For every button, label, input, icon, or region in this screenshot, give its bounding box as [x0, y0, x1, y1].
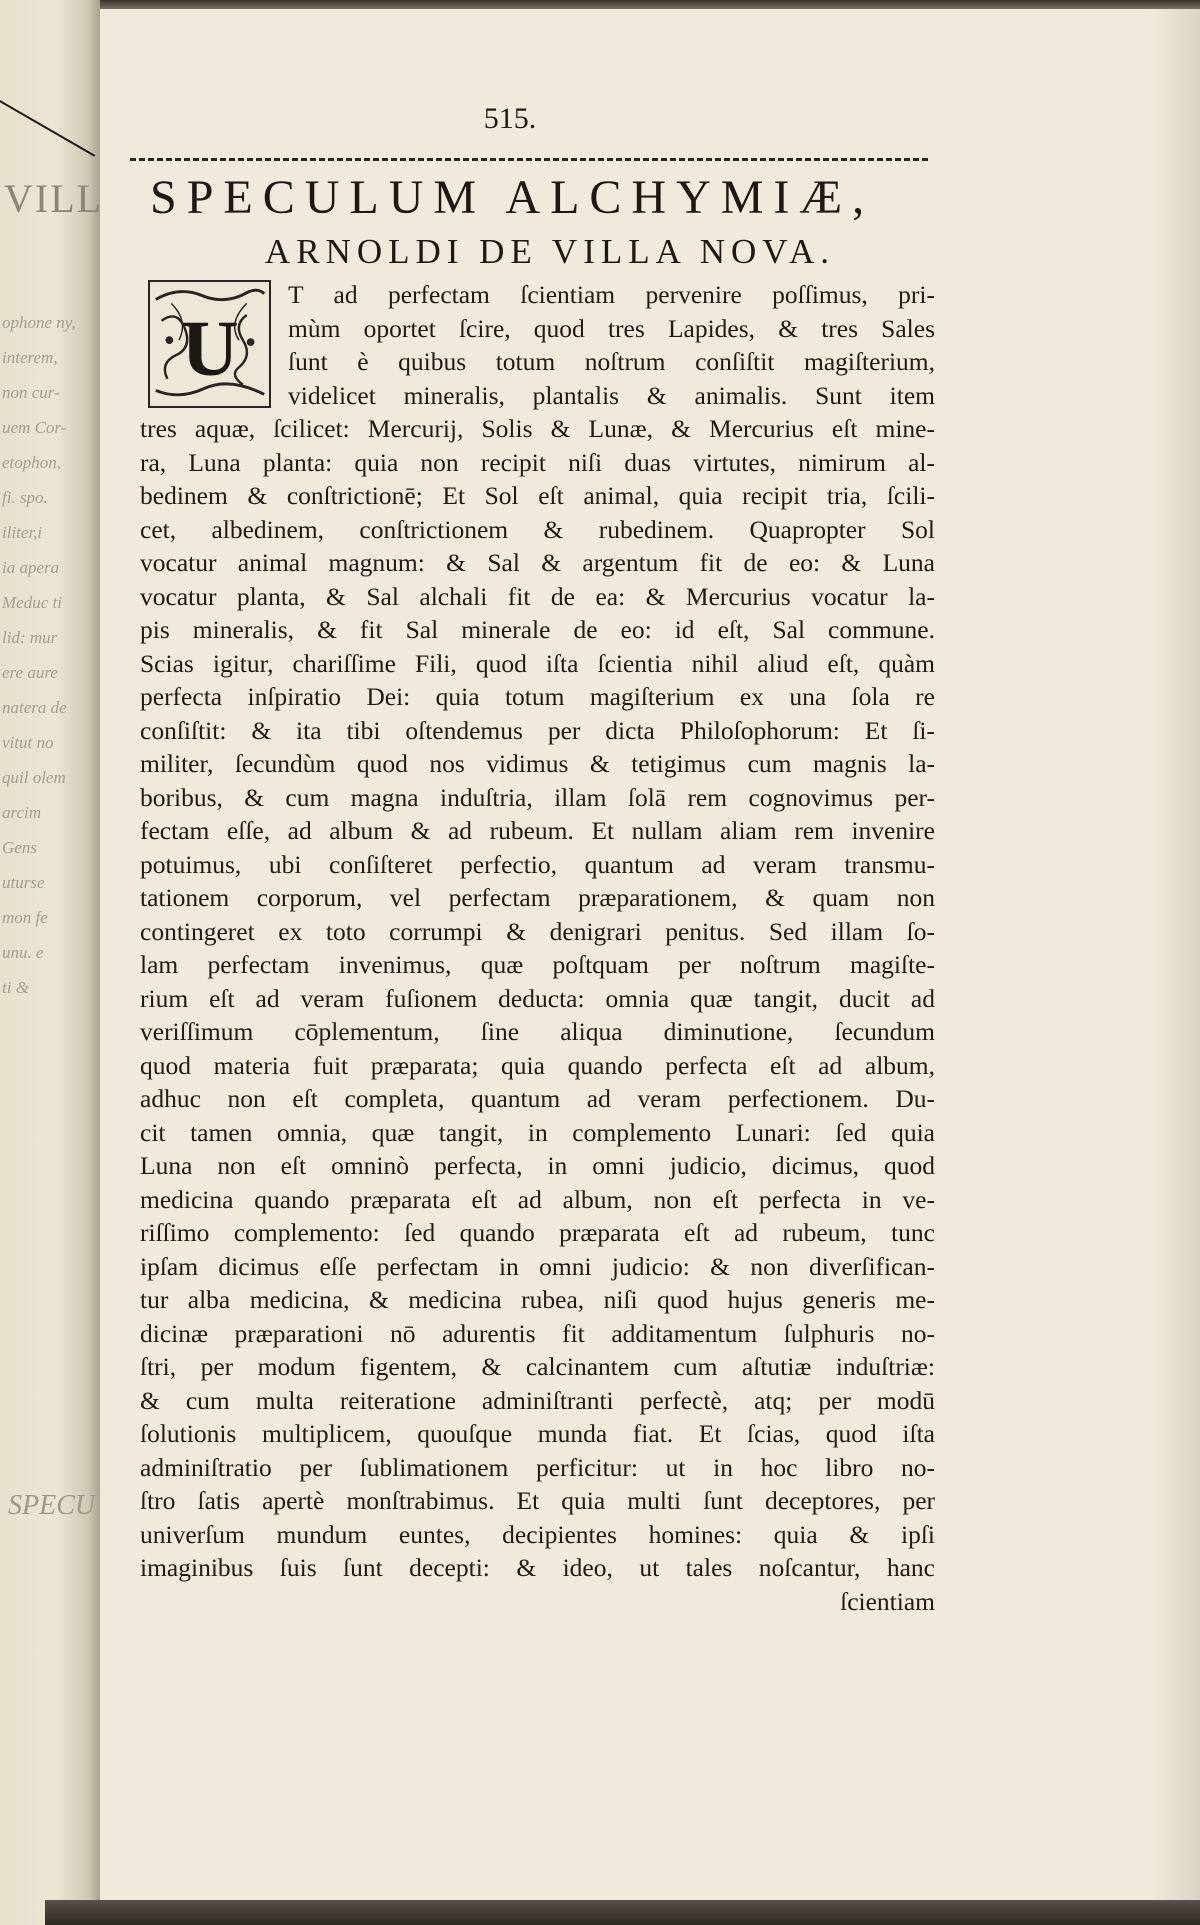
text-line: ra, Luna planta: quia non recipit niſi duas virtutes, nimirum al- — [140, 447, 935, 477]
text-line: veriſſimum cōplementum, ſine aliqua diminutione, ſecundum — [140, 1017, 935, 1046]
text-line: pis mineralis, & fit Sal minerale de eo: id eſt, Sal commune. — [140, 615, 935, 644]
text-line: potuimus, ubi conſiſteret perfectio, quantum ad veram transmu- — [140, 849, 935, 879]
left-page-bleed-through-text — [2, 305, 94, 1005]
left-page-text-line: iliter,i — [2, 523, 43, 542]
left-page-text-line: vitut no — [2, 733, 54, 752]
header-rule — [130, 158, 928, 161]
page-title: SPECULUM ALCHYMIÆ, — [150, 171, 875, 224]
text-line: univerſum mundum euntes, decipientes homines: quia & ipſi — [140, 1519, 935, 1549]
text-line: adhuc non eſt completa, quantum ad veram perfectionem. Du- — [140, 1084, 935, 1113]
page-subtitle: ARNOLDI DE VILLA NOVA. — [264, 232, 836, 271]
left-page-text-line: ophone ny, — [2, 313, 76, 332]
left-page-title-fragment: VILL — [4, 176, 104, 221]
text-line: cit tamen omnia, quæ tangit, in complemento Lunari: ſed quia — [140, 1117, 935, 1147]
left-page-catchword: SPECU — [8, 1490, 96, 1521]
text-line: contingeret ex toto corrumpi & denigrari penitus. Sed illam ſo- — [140, 916, 935, 946]
left-page-text-line: uturse — [2, 873, 45, 892]
catchword: ſcientiam — [840, 1586, 935, 1616]
text-line: Luna non eſt omninò perfecta, in omni judicio, dicimus, quod — [140, 1151, 935, 1180]
text-line: videlicet mineralis, plantalis & animalis. Sunt item — [288, 380, 935, 410]
left-page-text-line: interem, — [2, 348, 58, 367]
text-line: vocatur animal magnum: & Sal & argentum fit de eo: & Luna — [140, 548, 935, 577]
text-line: tres aquæ, ſcilicet: Mercurij, Solis & Lunæ, & Mercurius eſt mine- — [140, 414, 935, 443]
text-line: dicinæ præparationi nō adurentis fit additamentum ſulphuris no- — [140, 1318, 935, 1348]
drop-cap-letter: U — [181, 304, 239, 393]
bottom-page-edge — [45, 1900, 1200, 1925]
text-line: T ad perfectam ſcientiam pervenire poſſimus, pri- — [288, 280, 935, 309]
text-line: & cum multa reiteratione adminiſtranti perfectè, atq; per modū — [140, 1385, 935, 1415]
text-line: riſſimo complemento: ſed quando præparata eſt ad rubeum, tunc — [140, 1218, 935, 1247]
text-line: mùm oportet ſcire, quod tres Lapides, & tres Sales — [288, 313, 935, 343]
text-line: perfecta inſpiratio Dei: quia totum magiſterium ex una ſola re — [140, 682, 935, 711]
left-page-text-line: mon fe — [2, 908, 48, 927]
text-line: tationem corporum, vel perfectam præparationem, & quam non — [140, 883, 935, 912]
text-line: lam perfectam invenimus, quæ poſtquam per noſtrum magiſte- — [140, 950, 935, 979]
left-page-text-line: Gens — [2, 838, 37, 857]
left-page-text-line: ia apera — [2, 558, 60, 577]
text-line: ipſam dicimus eſſe perfectam in omni judicio: & non diverſifican- — [140, 1251, 935, 1281]
left-page-text-line: lid: mur — [2, 628, 58, 647]
text-line: boribus, & cum magna induſtria, illam ſolā rem cognovimus per- — [140, 782, 935, 812]
left-page-text-line: quil olem — [2, 768, 66, 787]
text-line: bedinem & conſtrictionē; Et Sol eſt animal, quia recipit tria, ſcili- — [140, 481, 935, 510]
text-line: medicina quando præparata eſt ad album, non eſt perfecta in ve- — [140, 1184, 935, 1214]
text-line: ſtro ſatis apertè monſtrabimus. Et quia multi ſunt deceptores, per — [140, 1486, 935, 1515]
right-page-shadow — [1150, 9, 1200, 1900]
text-line: quod materia fuit præparata; quia quando perfecta eſt ad album, — [140, 1050, 935, 1080]
text-line: fectam eſſe, ad album & ad rubeum. Et nullam aliam rem invenire — [140, 816, 935, 845]
main-text-block — [140, 278, 935, 1618]
left-page-text-line: Meduc ti — [2, 593, 62, 612]
text-line: vocatur planta, & Sal alchali fit de ea: & Mercurius vocatur la- — [140, 581, 935, 611]
text-line: ſtri, per modum figentem, & calcinantem cum aſtutiæ induſtriæ: — [140, 1352, 935, 1381]
text-line: imaginibus ſuis ſunt decepti: & ideo, ut tales noſcantur, hanc — [140, 1553, 935, 1582]
text-line: adminiſtratio per ſublimationem perficitur: ut in hoc libro no- — [140, 1452, 935, 1482]
text-line: tur alba medicina, & medicina rubea, niſi quod hujus generis me- — [140, 1285, 935, 1314]
text-line: ſolutionis multiplicem, quouſque munda fiat. Et ſcias, quod iſta — [140, 1419, 935, 1448]
left-page-text-line: etophon, — [2, 453, 62, 472]
left-page-text-line: unu. e — [2, 943, 44, 962]
top-page-edge — [100, 0, 1200, 9]
left-page-text-line: uem Cor- — [2, 418, 67, 437]
left-page-text-line: ti & — [2, 978, 29, 997]
text-line: ſunt è quibus totum noſtrum conſiſtit magiſterium, — [288, 347, 935, 376]
text-line: conſiſtit: & ita tibi oſtendemus per dicta Philoſophorum: Et ſi- — [140, 715, 935, 745]
text-line: rium eſt ad veram fuſionem deducta: omnia quæ tangit, ducit ad — [140, 983, 935, 1013]
text-line: militer, ſecundùm quod nos vidimus & tetigimus cum magnis la- — [140, 749, 935, 778]
left-page-text-line: arcim — [2, 803, 42, 822]
page-number: 515. — [483, 102, 537, 135]
left-page-text-line: natera de — [2, 698, 67, 717]
text-line: cet, albedinem, conſtrictionem & rubedinem. Quapropter Sol — [140, 514, 935, 544]
text-line: Scias igitur, chariſſime Fili, quod iſta ſcientia nihil aliud eſt, quàm — [140, 648, 935, 678]
left-page-text-line: ere aure — [2, 663, 58, 682]
left-page-text-line: fi. spo. — [2, 488, 48, 507]
left-page-text-line: non cur- — [2, 383, 60, 402]
